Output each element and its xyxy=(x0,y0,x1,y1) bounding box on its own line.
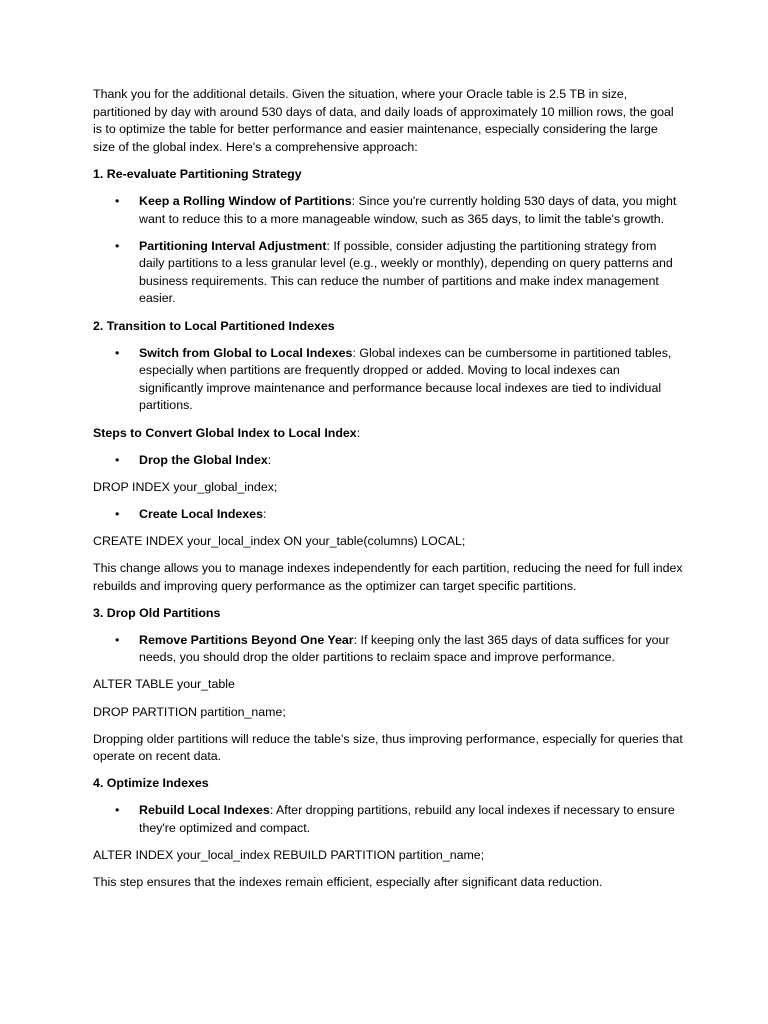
step-term: Create Local Indexes xyxy=(139,506,263,521)
bullet-icon: • xyxy=(115,238,120,253)
list-item xyxy=(93,506,683,524)
section-1-heading: 1. Re-evaluate Partitioning Strategy xyxy=(93,166,302,181)
bullet-icon: • xyxy=(115,345,120,360)
list-item xyxy=(93,193,683,228)
document-page xyxy=(93,86,683,901)
intro-paragraph: Thank you for the additional details. Given the situation, where your Oracle table is 2.5 TB in size, partitioned by day with around 530 days of data, and daily loads of approximately 10 million rows, the goal is to optimize the table for better performance and easier maintenance, especially considering the large size of the global index. Here's a comprehensive approach: xyxy=(93,87,674,154)
step-term: Drop the Global Index xyxy=(139,452,268,467)
steps-heading-text: Steps to Convert Global Index to Local Index xyxy=(93,425,357,440)
code-line: DROP INDEX your_global_index; xyxy=(93,479,278,494)
bullet-icon: • xyxy=(115,803,120,818)
bullet-icon: • xyxy=(115,506,120,521)
bullet-icon: • xyxy=(115,193,120,208)
step-1-list xyxy=(93,452,683,470)
steps-heading xyxy=(93,425,683,443)
section-3-list xyxy=(93,632,683,667)
item-term: Rebuild Local Indexes xyxy=(139,803,270,818)
item-term: Keep a Rolling Window of Partitions xyxy=(139,193,352,208)
list-item xyxy=(93,345,683,415)
item-text: : If possible, consider adjusting the partitioning strategy from daily partitions to a less granular level (e.g., weekly or monthly), depending on query patterns and business requirements. This can reduce the number of partitions and make index management easier. xyxy=(139,238,673,306)
item-text: : If keeping only the last 365 days of data suffices for your needs, you should drop the older partitions to reclaim space and improve performance. xyxy=(139,632,670,665)
step-text: : xyxy=(267,452,272,467)
item-text: : Since you're currently holding 530 days of data, you might want to reduce this to a more manageable window, such as 365 days, to limit the table's growth. xyxy=(139,193,677,226)
steps-heading-suffix: : xyxy=(356,425,361,440)
section-1-list xyxy=(93,193,683,308)
bullet-icon: • xyxy=(115,452,120,467)
section-2-heading: 2. Transition to Local Partitioned Indexes xyxy=(93,318,335,333)
section-3-note: Dropping older partitions will reduce the table's size, thus improving performance, especially for queries that operate on recent data. xyxy=(93,731,683,764)
list-item xyxy=(93,802,683,837)
item-text: : Global indexes can be cumbersome in partitioned tables, especially when partitions are frequently dropped or added. Moving to local indexes can significantly improve maintenance and performance because local indexes are tied to individual partitions. xyxy=(139,345,672,413)
step-2-list xyxy=(93,506,683,524)
bullet-icon: • xyxy=(115,632,120,647)
section-4-note: This step ensures that the indexes remain efficient, especially after significant data reduction. xyxy=(93,875,603,890)
list-item xyxy=(93,452,683,470)
section-3-heading: 3. Drop Old Partitions xyxy=(93,605,221,620)
list-item xyxy=(93,238,683,308)
code-line: ALTER TABLE your_table xyxy=(93,677,235,692)
item-term: Remove Partitions Beyond One Year xyxy=(139,632,354,647)
section-2-list xyxy=(93,345,683,415)
step-text: : xyxy=(262,506,267,521)
code-line: ALTER INDEX your_local_index REBUILD PARTITION partition_name; xyxy=(93,848,485,863)
item-text: : After dropping partitions, rebuild any local indexes if necessary to ensure they're optimized and compact. xyxy=(139,803,675,835)
code-line: CREATE INDEX your_local_index ON your_table(columns) LOCAL; xyxy=(93,533,466,548)
section-2-note: This change allows you to manage indexes independently for each partition, reducing the need for full index rebuilds and improving query performance as the optimizer can target specific partitions. xyxy=(93,560,683,593)
section-4-list xyxy=(93,802,683,837)
code-line: DROP PARTITION partition_name; xyxy=(93,704,286,719)
item-term: Partitioning Interval Adjustment xyxy=(139,238,327,253)
section-4-heading: 4. Optimize Indexes xyxy=(93,776,209,791)
item-term: Switch from Global to Local Indexes xyxy=(139,345,353,360)
list-item xyxy=(93,632,683,667)
